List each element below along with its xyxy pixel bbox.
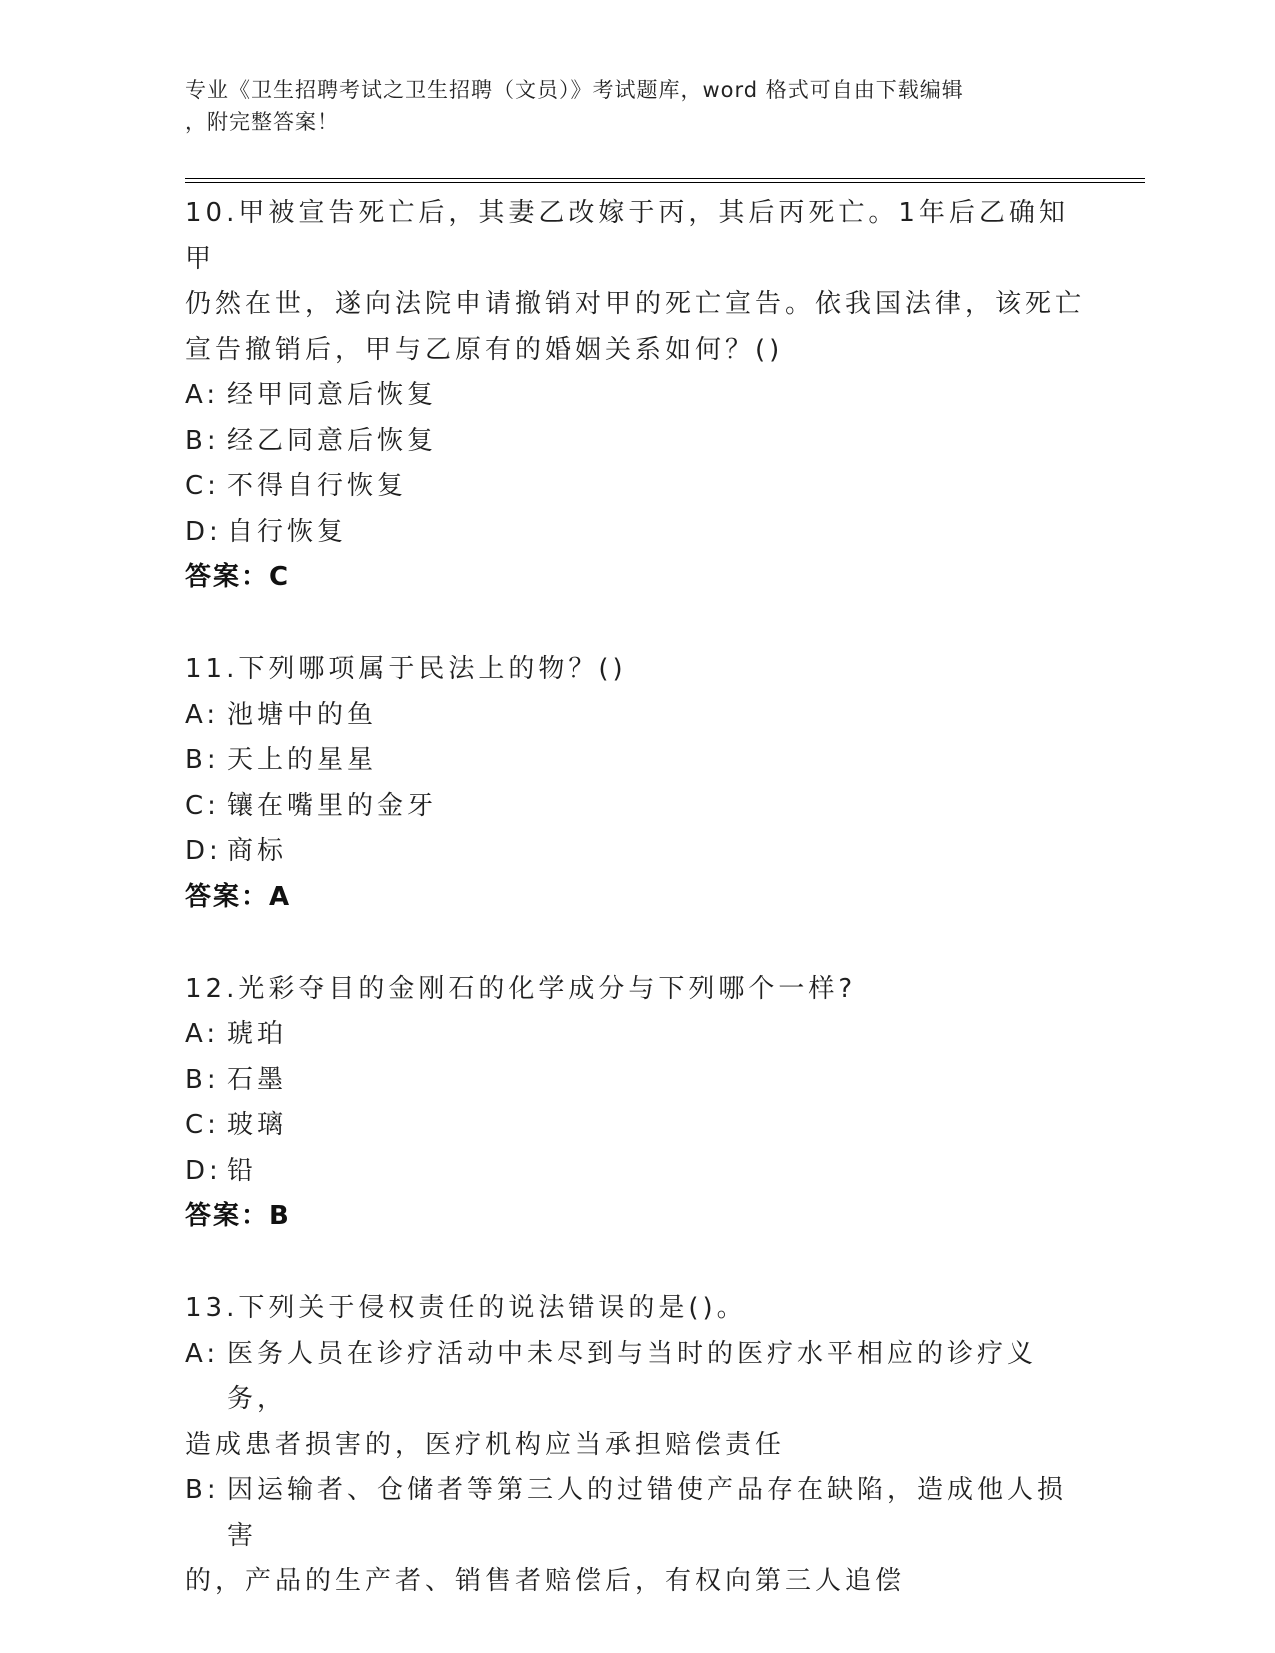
question-stem-line: 12.光彩夺目的金刚石的化学成分与下列哪个一样? (185, 973, 857, 1004)
option-letter: C: (185, 471, 220, 501)
document-header (185, 74, 1065, 138)
option-row (185, 1149, 1085, 1195)
header-line-1: 专业《卫生招聘考试之卫生招聘（文员）》考试题库，word 格式可自由下载编辑 (185, 78, 964, 102)
option-row (185, 784, 1085, 830)
option-text: 经乙同意后恢复 (227, 425, 438, 456)
question-stem-line: 宣告撤销后，甲与乙原有的婚姻关系如何？() (185, 334, 784, 365)
option-text: 玻璃 (227, 1110, 288, 1140)
option-text: 因运输者、仓储者等第三人的过错使产品存在缺陷，造成他人损害 (227, 1475, 1068, 1551)
option-text: 铅 (227, 1155, 258, 1186)
option-row (185, 1012, 1085, 1058)
option-text: 镶在嘴里的金牙 (227, 790, 438, 821)
option-row (185, 693, 1085, 739)
option-text: 商标 (227, 836, 288, 866)
option-letter: A: (185, 699, 220, 730)
option-text: 琥珀 (227, 1019, 288, 1049)
option-letter: B: (185, 425, 220, 456)
option-text: 经甲同意后恢复 (227, 380, 438, 410)
question-stem-line: 11.下列哪项属于民法上的物？() (185, 654, 627, 684)
option-letter: A: (185, 380, 220, 410)
option-row (185, 738, 1085, 784)
question-block (185, 647, 1085, 919)
header-divider-top (185, 178, 1145, 179)
option-row (185, 1058, 1085, 1104)
question-block (185, 1286, 1085, 1605)
option-row (185, 1332, 1085, 1423)
answer-line: 答案：B (185, 1201, 291, 1231)
option-row (185, 1103, 1085, 1149)
option-letter: B: (185, 1064, 220, 1095)
option-letter: D: (185, 836, 222, 866)
option-text: 池塘中的鱼 (227, 699, 378, 730)
option-text: 石墨 (227, 1064, 288, 1095)
option-text: 自行恢复 (227, 516, 348, 547)
option-row (185, 419, 1085, 465)
option-letter: D: (185, 1155, 222, 1186)
option-row (185, 1468, 1085, 1559)
question-stem-line: 13.下列关于侵权责任的说法错误的是()。 (185, 1293, 747, 1323)
option-text-continuation: 造成患者损害的，医疗机构应当承担赔偿责任 (185, 1429, 786, 1460)
option-letter: B: (185, 745, 220, 775)
question-stem-line: 10.甲被宣告死亡后，其妻乙改嫁于丙，其后丙死亡。1年后乙确知甲 (185, 198, 1069, 274)
question-block (185, 191, 1085, 599)
answer-line: 答案：A (185, 881, 292, 912)
option-text-continuation: 的，产品的生产者、销售者赔偿后，有权向第三人追偿 (185, 1566, 906, 1596)
option-row (185, 829, 1085, 875)
option-letter: D: (185, 516, 222, 547)
option-letter: B: (185, 1475, 220, 1505)
option-row (185, 510, 1085, 556)
question-stem-line: 仍然在世，遂向法院申请撤销对甲的死亡宣告。依我国法律，该死亡 (185, 289, 1086, 319)
header-divider-bottom (185, 182, 1145, 183)
option-row (185, 373, 1085, 419)
header-line-2: ，附完整答案！ (185, 110, 339, 134)
option-letter: A: (185, 1019, 220, 1049)
question-block (185, 967, 1085, 1239)
option-letter: C: (185, 1110, 220, 1140)
option-text: 不得自行恢复 (227, 471, 408, 501)
option-text: 天上的星星 (227, 745, 378, 775)
question-list (185, 191, 1085, 1653)
option-letter: C: (185, 790, 220, 821)
answer-line: 答案：C (185, 562, 291, 592)
option-letter: A: (185, 1338, 220, 1369)
option-row (185, 464, 1085, 510)
option-text: 医务人员在诊疗活动中未尽到与当时的医疗水平相应的诊疗义务， (227, 1338, 1038, 1414)
